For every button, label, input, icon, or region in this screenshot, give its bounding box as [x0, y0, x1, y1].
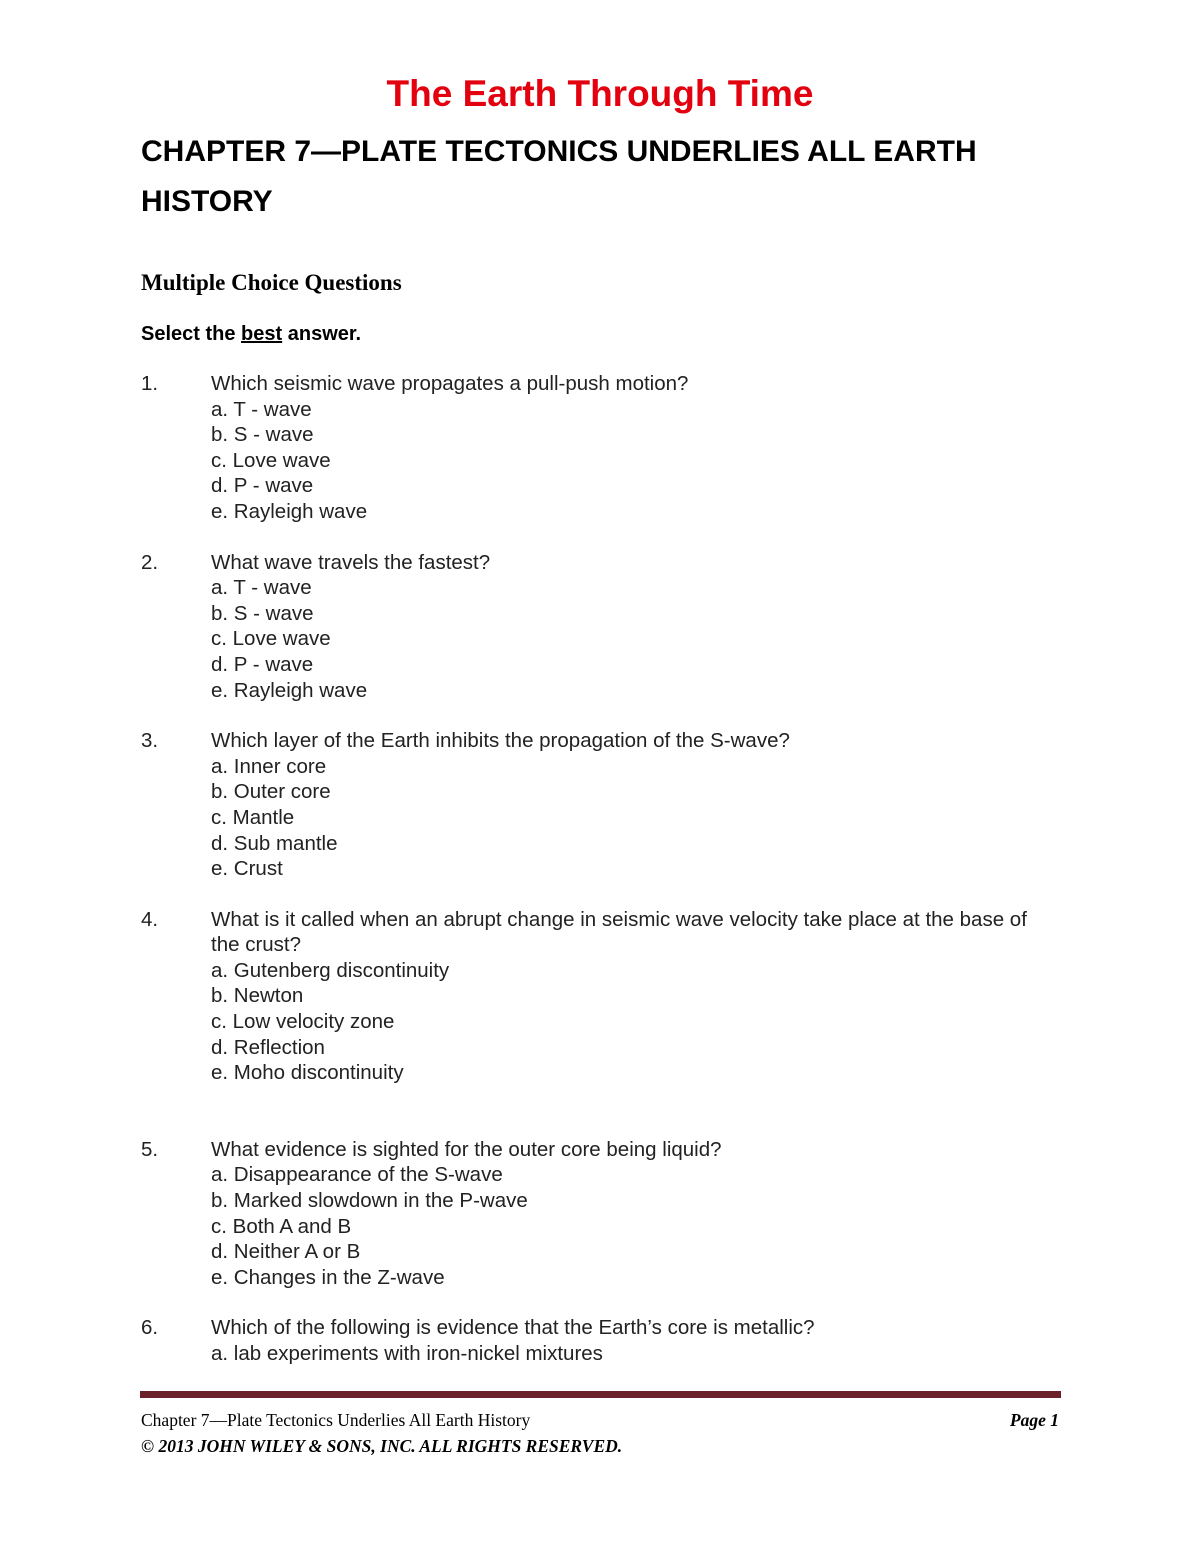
answer-option: e. Rayleigh wave [211, 678, 368, 702]
question-number: 6. [141, 1316, 159, 1340]
answer-option: e. Moho discontinuity [211, 1061, 404, 1085]
question-text: What evidence is sighted for the outer core being liquid? [211, 1137, 722, 1161]
answer-option: e. Rayleigh wave [211, 499, 368, 523]
question-text: Which of the following is evidence that the Earth’s core is metallic? [211, 1316, 815, 1340]
answer-option: a. lab experiments with iron-nickel mixtures [211, 1342, 603, 1365]
chapter-heading [141, 127, 1021, 227]
instructions-suffix: answer. [282, 323, 362, 345]
answer-option: c. Both A and B [211, 1214, 352, 1238]
answer-option: e. Changes in the Z-wave [211, 1265, 445, 1289]
question-text: What is it called when an abrupt change in seismic wave velocity take place at the base of the crust? [211, 907, 1027, 957]
question-body [211, 907, 1041, 1086]
footer-copyright: © 2013 JOHN WILEY & SONS, INC. ALL RIGHTS RESERVED. [141, 1436, 623, 1456]
footer-chapter: Chapter 7—Plate Tectonics Underlies All Earth History [141, 1410, 531, 1430]
answer-option: d. P - wave [211, 652, 314, 676]
question-item [141, 907, 1041, 1086]
answer-option: b. S - wave [211, 423, 314, 447]
question-body [211, 1315, 1041, 1366]
instructions-prefix: Select the [141, 323, 242, 345]
question-number: 3. [141, 729, 159, 753]
answer-option: a. Disappearance of the S-wave [211, 1163, 503, 1187]
answer-option: c. Love wave [211, 448, 331, 472]
answer-option: a. T - wave [211, 576, 312, 600]
answer-option: d. P - wave [211, 474, 314, 498]
section-title: Multiple Choice Questions [141, 270, 402, 295]
answer-option: a. T - wave [211, 397, 312, 421]
question-body [211, 550, 1041, 704]
answer-option: b. Marked slowdown in the P-wave [211, 1189, 528, 1213]
question-item [141, 550, 1041, 704]
instructions-emphasis: best [241, 323, 283, 345]
answer-option: c. Mantle [211, 805, 295, 829]
question-item [141, 371, 1041, 525]
question-item [141, 728, 1041, 882]
chapter-heading-text: CHAPTER 7—PLATE TECTONICS UNDERLIES ALL EARTH HISTORY [141, 135, 977, 218]
answer-option: c. Love wave [211, 627, 331, 651]
question-number: 5. [141, 1137, 159, 1161]
answer-option: d. Sub mantle [211, 831, 338, 855]
answer-option: e. Crust [211, 857, 283, 881]
instructions [141, 320, 361, 348]
question-list [141, 371, 1041, 1367]
answer-option: b. Outer core [211, 780, 331, 804]
question-number: 2. [141, 550, 159, 574]
answer-option: d. Reflection [211, 1035, 325, 1059]
question-body [211, 1137, 1041, 1291]
question-number: 4. [141, 907, 159, 931]
question-text: Which layer of the Earth inhibits the propagation of the S-wave? [211, 729, 790, 753]
question-text: Which seismic wave propagates a pull-push motion? [211, 372, 689, 395]
answer-option: c. Low velocity zone [211, 1010, 395, 1034]
answer-option: a. Gutenberg discontinuity [211, 958, 450, 982]
document-title: The Earth Through Time [386, 73, 814, 114]
footer-page-number: Page 1 [1009, 1410, 1059, 1430]
question-item [141, 1315, 1041, 1366]
question-body [211, 728, 1041, 882]
answer-option: b. Newton [211, 984, 304, 1008]
answer-option: b. S - wave [211, 601, 314, 625]
question-text: What wave travels the fastest? [211, 550, 491, 574]
question-item [141, 1137, 1041, 1291]
question-number: 1. [141, 372, 159, 395]
footer-rule [140, 1391, 1061, 1398]
answer-option: d. Neither A or B [211, 1240, 361, 1264]
question-body [211, 371, 1041, 525]
answer-option: a. Inner core [211, 754, 327, 778]
